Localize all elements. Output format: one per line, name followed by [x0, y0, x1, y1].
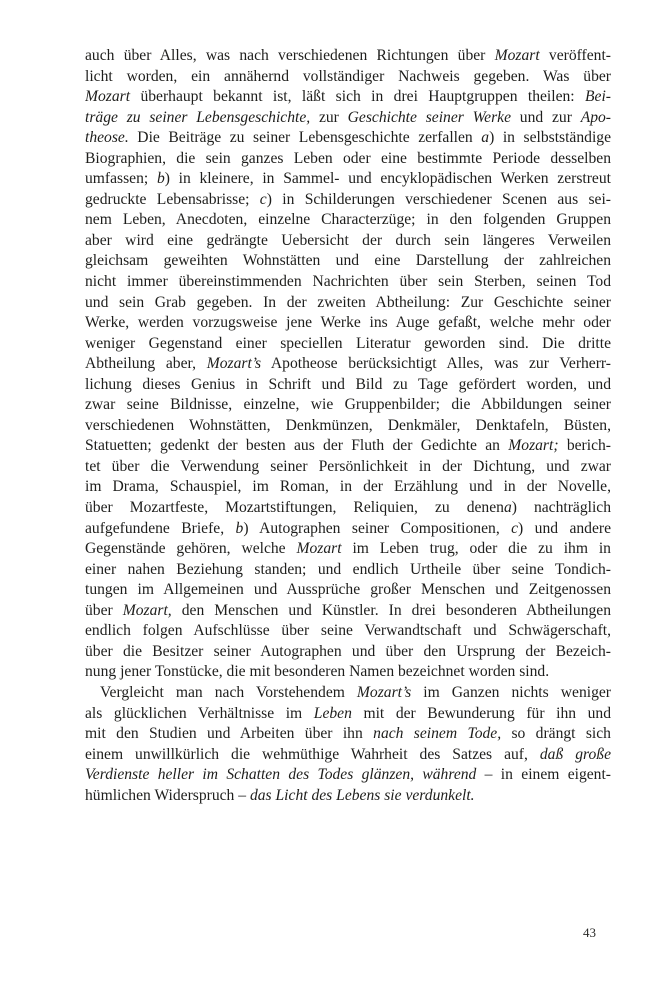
text-segment: a — [503, 499, 512, 517]
text-line — [85, 560, 611, 581]
text-segment: nach seinem Tode, — [373, 725, 502, 743]
text-block — [85, 46, 611, 806]
text-segment: zwar seine Bildnisse, einzelne, wie Gruppenbilder; die Abbildungen seiner — [85, 396, 611, 414]
text-line — [85, 642, 611, 663]
text-segment: nem Leben, Anecdoten, einzelne Characterzüge; in den folgenden Gruppen — [85, 211, 611, 229]
text-segment: aber wird eine gedrängte Uebersicht der durch sein längeres Verweilen — [85, 231, 611, 249]
text-segment: einer nahen Beziehung standen; und endlich Urtheile über seine Tondich- — [85, 560, 611, 578]
text-segment: Vergleicht man nach Vorstehendem — [100, 683, 357, 701]
text-segment: endlich folgen Aufschlüsse über seine Verwandtschaft und Schwägerschaft, — [85, 622, 611, 640]
text-segment: träge zu seiner Lebensgeschichte, — [85, 108, 311, 126]
page-number: 43 — [583, 925, 596, 940]
text-segment: umfassen; — [85, 170, 157, 188]
text-line — [85, 704, 611, 725]
text-segment: im Leben trug, oder die zu ihm in — [341, 540, 611, 558]
text-segment: zur — [310, 108, 348, 126]
text-line — [85, 395, 611, 416]
text-segment: Bei- — [585, 88, 611, 106]
text-segment: Apotheose berücksichtigt Alles, was zur Verherr- — [261, 355, 611, 373]
text-segment: Mozart; — [508, 437, 559, 455]
text-segment: c — [259, 190, 267, 208]
text-line — [85, 354, 611, 375]
text-segment: Mozart, — [122, 601, 172, 619]
text-segment: b — [156, 170, 165, 188]
text-segment: tungen im Allgemeinen und Aussprüche großer Menschen und Zeitgenossen — [85, 581, 611, 599]
text-segment: licht worden, ein annähernd vollständiger Nachweis gegeben. Was über — [85, 67, 611, 85]
text-line — [85, 231, 611, 252]
text-segment: das Licht des Lebens sie verdunkelt. — [249, 786, 475, 804]
text-segment: Mozart — [494, 47, 540, 64]
text-line — [85, 765, 611, 786]
text-line — [85, 519, 611, 540]
text-segment: über Mozartfeste, Mozartstiftungen, Reliquien, zu denen — [85, 499, 504, 517]
text-segment: gleichsam geweihten Wohnstätten und eine Darstellung der zahlreichen — [85, 252, 611, 270]
text-segment: Verdienste heller im Schatten des Todes glänzen, während — [85, 766, 477, 784]
text-line — [85, 128, 611, 149]
text-segment: Biographien, die sein ganzes Leben oder eine bestimmte Periode desselben — [85, 149, 611, 167]
text-segment: Mozart’s — [356, 683, 412, 701]
text-line — [85, 745, 611, 766]
text-segment: gedruckte Lebensabrisse; — [85, 190, 260, 208]
text-segment: ) und andere — [518, 519, 611, 537]
text-segment: Abtheilung aber, — [85, 355, 207, 373]
text-segment: veröffent- — [539, 47, 611, 64]
text-segment: nung jener Tonstücke, die mit besonderen Namen bezeichnet worden sind. — [85, 663, 550, 681]
text-segment: einem unwillkürlich die wehmüthige Wahrheit des Satzes auf, — [85, 745, 540, 763]
text-segment: ) nachträglich — [511, 499, 611, 517]
text-line — [85, 662, 611, 683]
text-segment: ) Autographen seiner Compositionen, — [243, 519, 512, 537]
text-segment: Leben — [313, 704, 352, 722]
text-segment: Die Beiträge zu seiner Lebensgeschichte zerfallen — [128, 129, 482, 147]
text-segment: mit der Bewunderung für ihn und — [351, 704, 611, 722]
text-segment: berich- — [558, 437, 611, 455]
text-segment: als glücklichen Verhältnisse im — [85, 704, 314, 722]
text-segment: hümlichen Widerspruch – — [85, 786, 250, 804]
text-line — [85, 477, 611, 498]
text-line — [85, 272, 611, 293]
text-segment: und zur — [511, 108, 581, 126]
text-line — [85, 601, 611, 622]
text-segment: den Menschen und Künstler. In drei besonderen Abtheilungen — [171, 601, 611, 619]
text-line — [85, 313, 611, 334]
paragraph — [85, 46, 611, 683]
text-segment: ) in Schilderungen verschiedener Scenen aus sei- — [266, 190, 611, 208]
text-segment: verschiedenen Wohnstätten, Denkmünzen, Denkmäler, Denktafeln, Büsten, — [85, 416, 611, 434]
text-segment: überhaupt bekannt ist, läßt sich in drei Hauptgruppen theilen: — [130, 88, 586, 106]
text-line — [85, 334, 611, 355]
text-line — [85, 621, 611, 642]
text-segment: aufgefundene Briefe, — [85, 519, 236, 537]
text-segment: daß große — [539, 745, 611, 763]
text-segment: ) in kleinere, in Sammel- und encyklopädischen Werken zerstreut — [164, 170, 611, 188]
text-segment: Mozart’s — [206, 355, 262, 373]
text-line — [85, 169, 611, 190]
text-line — [85, 293, 611, 314]
text-segment: theose. — [85, 129, 129, 147]
text-segment: c — [511, 519, 519, 537]
paragraph — [85, 683, 611, 806]
text-segment: ) in selbstständige — [489, 129, 611, 147]
text-line — [85, 786, 611, 807]
text-segment: weniger Gegenstand einer speciellen Literatur geworden sind. Die dritte — [85, 334, 611, 352]
text-line — [85, 251, 611, 272]
text-segment: über — [85, 601, 123, 619]
text-line — [85, 108, 611, 129]
text-segment: a — [481, 129, 490, 147]
text-segment: Werke, werden vorzugsweise jene Werke ins Auge gefaßt, welche mehr oder — [85, 314, 611, 332]
text-line — [85, 190, 611, 211]
text-line — [85, 375, 611, 396]
text-line — [85, 436, 611, 457]
text-line — [85, 683, 611, 704]
text-line — [85, 457, 611, 478]
text-segment: im Drama, Schauspiel, im Roman, in der Erzählung und in der Novelle, — [85, 478, 611, 496]
text-line — [85, 87, 611, 108]
text-segment: b — [235, 519, 244, 537]
text-line — [85, 724, 611, 745]
text-segment: mit den Studien und Arbeiten über ihn — [85, 725, 374, 743]
text-line — [85, 498, 611, 519]
text-segment: – in einem eigent- — [476, 766, 611, 784]
text-segment: Apo- — [580, 108, 611, 126]
text-line — [85, 580, 611, 601]
text-segment: tet über die Verwendung seiner Persönlichkeit in der Dichtung, und zwar — [85, 457, 611, 475]
text-segment: so drängt sich — [501, 725, 611, 743]
text-line — [85, 210, 611, 231]
text-segment: Mozart — [85, 88, 131, 106]
text-line — [85, 46, 611, 67]
text-segment: Mozart — [296, 540, 342, 558]
text-line — [85, 539, 611, 560]
text-segment: über die Besitzer seiner Autographen und über den Ursprung der Bezeich- — [85, 642, 611, 660]
text-segment: Statuetten; gedenkt der besten aus der Fluth der Gedichte an — [85, 437, 509, 455]
text-segment: im Ganzen nichts weniger — [411, 683, 611, 701]
text-segment: und sein Grab gegeben. In der zweiten Abtheilung: Zur Geschichte seiner — [85, 293, 611, 311]
text-segment: Gegenstände gehören, welche — [85, 540, 297, 558]
text-line — [85, 149, 611, 170]
text-line — [85, 67, 611, 88]
text-segment: nicht immer übereinstimmenden Nachrichten über sein Sterben, seinen Tod — [85, 273, 611, 291]
text-segment: Geschichte seiner Werke — [347, 108, 512, 126]
text-segment: auch über Alles, was nach verschiedenen Richtungen über — [85, 47, 495, 64]
text-segment: lichung dieses Genius in Schrift und Bild zu Tage gefördert worden, und — [85, 375, 611, 393]
text-line — [85, 416, 611, 437]
